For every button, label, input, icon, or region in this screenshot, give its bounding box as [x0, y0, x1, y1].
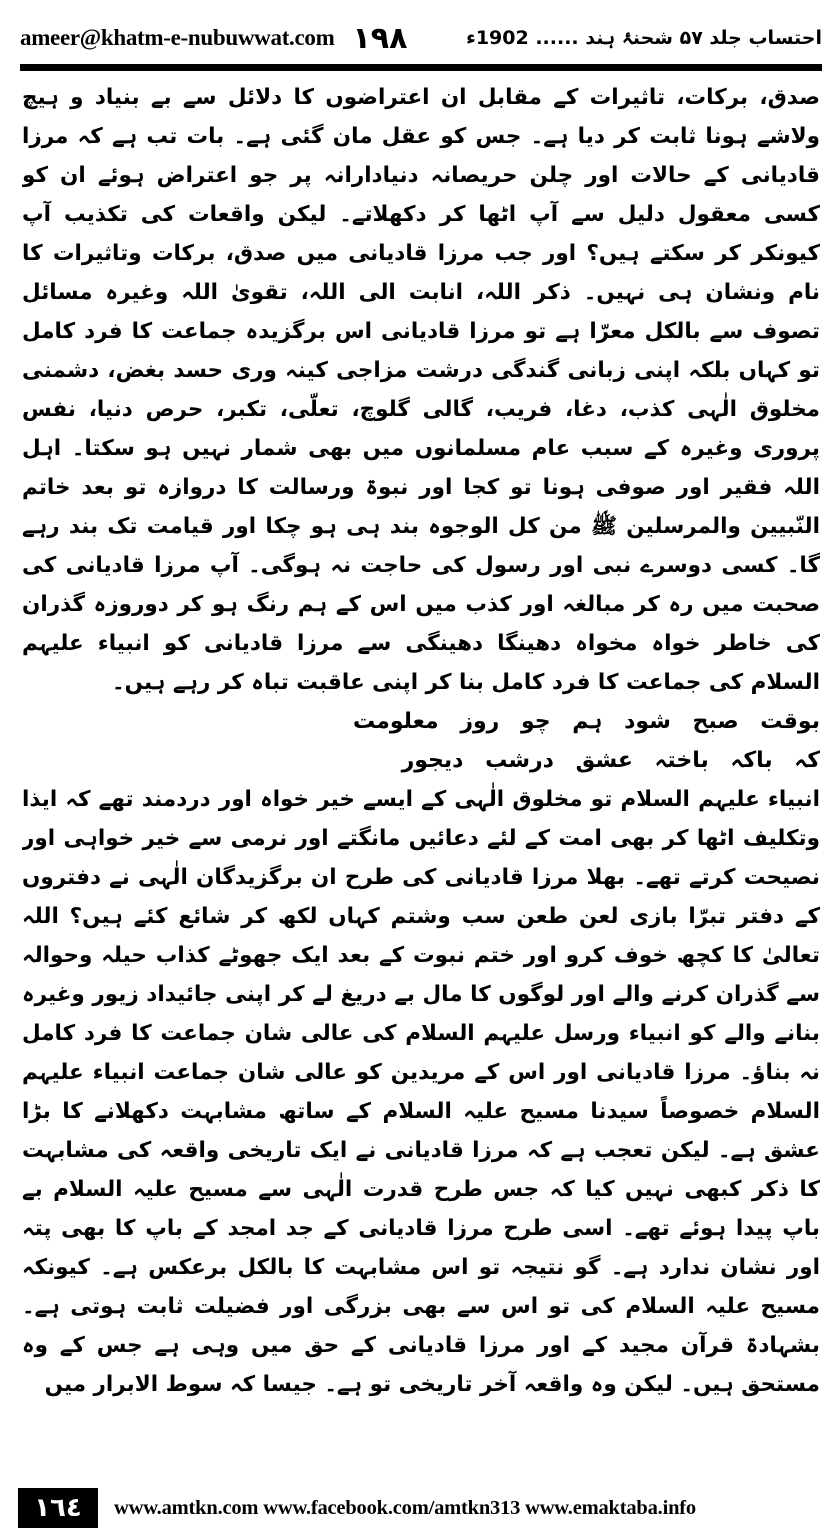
footer-page-number: ١٦٤: [18, 1488, 98, 1528]
footer-urls[interactable]: www.amtkn.com www.facebook.com/amtkn313 www.emaktaba.info: [114, 1496, 696, 1519]
header-divider: [20, 64, 822, 71]
header-title: احتساب جلد ۵۷ شحنۂ ہند ...... 1902ء: [466, 27, 822, 49]
header-email[interactable]: ameer@khatm-e-nubuwwat.com: [20, 25, 335, 50]
page-body: [22, 78, 820, 1476]
header-left: [20, 21, 407, 56]
page-header: [20, 16, 822, 60]
verse-line-2: کہ باکہ باختہ عشق درشب دیجور: [401, 748, 820, 773]
verse-line-1: بوقت صبح شود ہم چو روز معلومت: [352, 709, 820, 734]
paragraph-2: انبیاء علیہم السلام تو مخلوق الٰہی کے ایسے خیر خواہ اور دردمند تھے کہ ایذا وتکلیف اٹھا کر بھی امت کے لئے دعائیں مانگتے اور نرمی سے خیر خواہی اور نصیحت کرتے تھے۔ بھلا مرزا قادیانی کی طرح ان برگزیدگان الٰہی نے دفتروں کے دفتر تبرّا بازی لعن طعن سب وشتم کہاں لکھ کر شائع کئے ہیں؟ اللہ تعالیٰ کا کچھ خوف کرو اور ختم نبوت کے بعد ایک جھوٹے کذاب حیلہ وحوالہ سے گذران کرنے والے اور لوگوں کا مال بے دریغ لے کر اپنی جائیداد زیور وغیرہ بنانے والے کو انبیاء ورسل علیہم السلام کی عالی شان جماعت کا فرد کامل نہ بناؤ۔ مرزا قادیانی اور اس کے مریدین کو عالی شان جماعت انبیاء علیہم السلام خصوصاً سیدنا مسیح علیہ السلام کے ساتھ مشابہت دکھلانے کا بڑا عشق ہے۔ لیکن تعجب ہے کہ مرزا قادیانی نے ایک تاریخی واقعہ کی مشابہت کا ذکر کبھی نہیں کیا کہ جس طرح قدرت الٰہی سے مسیح علیہ السلام بے باپ پیدا ہوئے تھے۔ اسی طرح مرزا قادیانی کے جد امجد کے باپ کا بھی پتہ اور نشان ندارد ہے۔ گو نتیجہ تو اس مشابہت کا بالکل برعکس ہے۔ کیونکہ مسیح علیہ السلام کی تو اس سے بھی بزرگی اور فضیلت ثابت ہوتی ہے۔ بشہادۃ قرآن مجید کے اور مرزا قادیانی کے حق میں وہی ہے جس کے وہ مستحق ہیں۔ لیکن وہ واقعہ آخر تاریخی تو ہے۔ جیسا کہ سوط الابرار میں: [22, 787, 820, 1397]
header-page-number: ١٩٨: [352, 20, 408, 56]
page-footer: [18, 1488, 822, 1528]
paragraph-1: صدق، برکات، تاثیرات کے مقابل ان اعتراضوں کا دلائل سے بے بنیاد و ہیچ ولاشے ہونا ثابت کر دیا ہے۔ جس کو عقل مان گئی ہے۔ بات تب ہے کہ مرزا قادیانی کے حالات اور چلن حریصانہ دنیادارانہ پر جو اعتراض ہوئے ان کو کسی معقول دلیل سے آپ اٹھا کر دکھلاتے۔ لیکن واقعات کی تکذیب آپ کیونکر کر سکتے ہیں؟ اور جب مرزا قادیانی میں صدق، برکات وتاثیرات کا نام ونشان ہی نہیں۔ ذکر اللہ، انابت الی اللہ، تقویٰ اللہ وغیرہ مسائل تصوف سے بالکل معرّا ہے تو مرزا قادیانی اس برگزیدہ جماعت کا فرد کامل تو کہاں بلکہ اپنی زبانی گندگی درشت مزاجی کینہ وری حسد بغض، دشمنی مخلوق الٰہی کذب، دغا، فریب، گالی گلوچ، تعلّی، تکبر، حرص دنیا، نفس پروری وغیرہ کے سبب عام مسلمانوں میں بھی شمار نہیں ہو سکتا۔ اہل اللہ فقیر اور صوفی ہونا تو کجا اور نبوۃ ورسالت کا دروازہ تو بعد خاتم النّبیین والمرسلین ﷺ من کل الوجوہ بند ہی ہو چکا اور قیامت تک بند رہے گا۔ کسی دوسرے نبی اور رسول کی حاجت نہ ہوگی۔ آپ مرزا قادیانی کی صحبت میں رہ کر مبالغہ اور کذب میں اس کے ہم رنگ ہو کر دوروزہ گذران کی خاطر خواہ مخواہ دھینگا دھینگی سے مرزا قادیانی کو انبیاء علیہم السلام کی جماعت کا فرد کامل بنا کر اپنی عاقبت تباہ کر رہے ہیں۔: [22, 85, 820, 695]
